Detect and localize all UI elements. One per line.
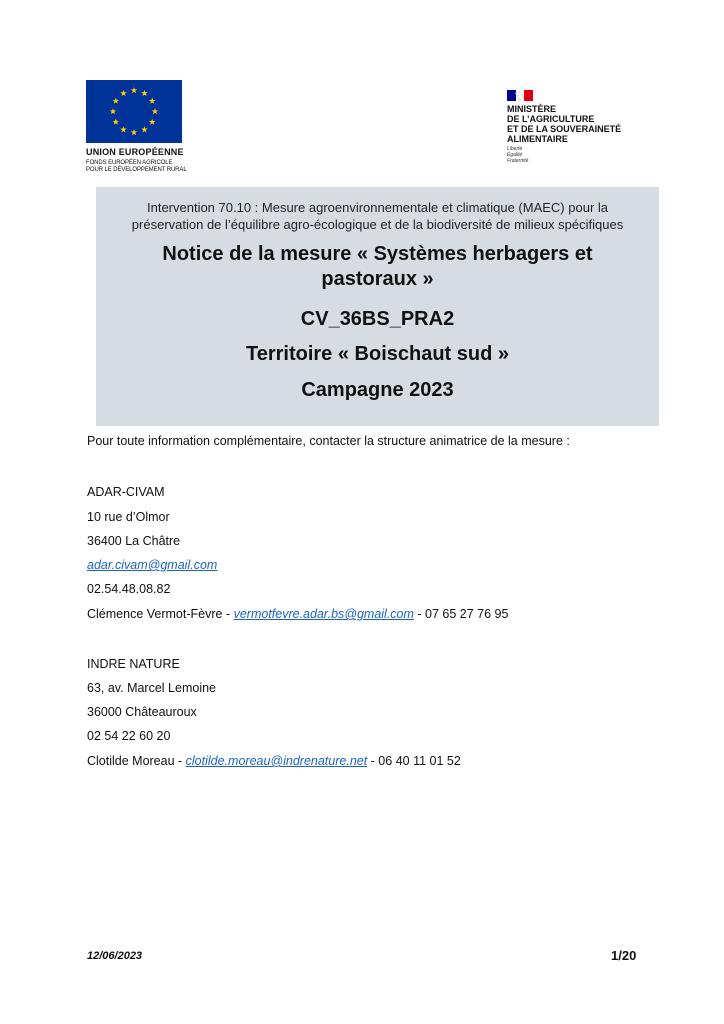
intervention-text: Intervention 70.10 : Mesure agroenvironnementale et climatique (MAEC) pour la préservation de l’équilibre agro-écologique et de la biodiversité de milieux spécifiques bbox=[131, 200, 624, 232]
notice-title: Notice de la mesure « Systèmes herbagers et pastoraux » bbox=[162, 243, 593, 290]
measure-code: CV_36BS_PRA2 bbox=[300, 308, 455, 330]
ministry-name: MINISTÈRE DE L’AGRICULTURE ET DE LA SOUVERAINETÉ ALIMENTAIRE bbox=[507, 104, 622, 144]
adar-person-phone: - 07 65 27 76 95 bbox=[413, 607, 509, 621]
indre-address: 63, av. Marcel Lemoine bbox=[87, 681, 216, 695]
title-box bbox=[96, 187, 659, 426]
campaign-title: Campagne 2023 bbox=[301, 379, 454, 401]
footer-date: 12/06/2023 bbox=[87, 950, 143, 962]
adar-person-name: Clémence Vermot-Fèvre - bbox=[87, 607, 234, 621]
adar-address: 10 rue d’Olmor bbox=[87, 510, 170, 524]
indre-contact-person bbox=[87, 753, 461, 769]
indre-phone: 02 54 22 60 20 bbox=[87, 729, 171, 743]
indre-person-email-link[interactable]: clotilde.moreau@indrenature.net bbox=[185, 754, 368, 768]
adar-email-link[interactable]: adar.civam@gmail.com bbox=[87, 558, 218, 572]
adar-phone: 02.54.48.08.82 bbox=[87, 582, 171, 596]
republic-motto: Liberté Égalité Fraternité bbox=[507, 146, 529, 164]
marianne-flag-logo bbox=[507, 90, 533, 101]
eu-name: UNION EUROPÉENNE bbox=[86, 147, 184, 157]
adar-name: ADAR-CIVAM bbox=[87, 485, 165, 499]
adar-contact-person bbox=[87, 606, 508, 622]
eu-fund-subtitle: FONDS EUROPÉEN AGRICOLE POUR LE DÉVELOPPEMENT RURAL bbox=[86, 160, 187, 173]
intro-text: Pour toute information complémentaire, contacter la structure animatrice de la mesure : bbox=[87, 434, 570, 448]
page-number: 1/20 bbox=[611, 948, 637, 963]
eu-flag-logo bbox=[86, 80, 182, 143]
adar-city: 36400 La Châtre bbox=[87, 534, 181, 548]
territory-title: Territoire « Boischaut sud » bbox=[245, 343, 510, 365]
indre-person-name: Clotilde Moreau - bbox=[87, 754, 186, 768]
indre-name: INDRE NATURE bbox=[87, 657, 180, 671]
indre-city: 36000 Châteauroux bbox=[87, 705, 197, 719]
indre-person-phone: - 06 40 11 01 52 bbox=[367, 754, 461, 768]
adar-person-email-link[interactable]: vermotfevre.adar.bs@gmail.com bbox=[233, 607, 414, 621]
